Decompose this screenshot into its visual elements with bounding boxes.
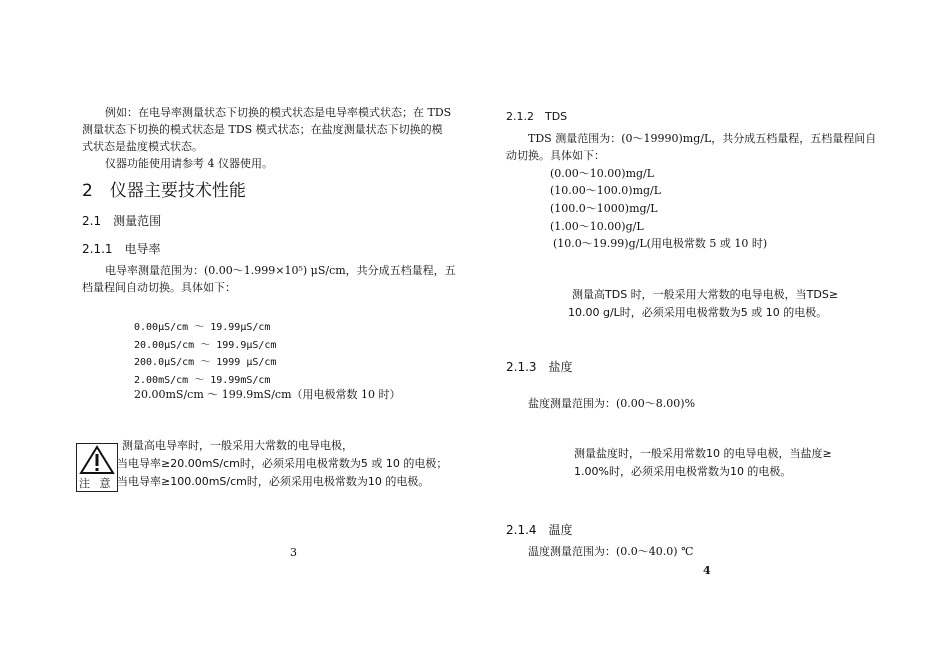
intro-line-1: 例如：在电导率测量状态下切换的模式状态是电导率模式状态；在 TDS bbox=[105, 106, 452, 119]
tds-text-line-1: TDS 测量范围为：(0～19990)mg/L，共分成五档量程，五档量程间自 bbox=[528, 132, 877, 145]
cond-text-line-1: 电导率测量范围为：(0.00～1.999×10⁵) μS/cm，共分成五档量程，五 bbox=[105, 264, 456, 277]
tds-range-3: (100.0～1000)mg/L bbox=[550, 202, 658, 215]
warning-line-3: 当电导率≥100.00mS/cm时，必须采用电极常数为10 的电极。 bbox=[117, 475, 430, 488]
cond-range-3: 200.0μS/cm ～ 1999 μS/cm bbox=[134, 357, 277, 368]
page-number-right: 4 bbox=[703, 564, 711, 577]
cond-range-5: 20.00mS/cm ～ 199.9mS/cm（用电极常数 10 时） bbox=[134, 388, 401, 401]
cond-text-line-2: 档量程间自动切换。具体如下： bbox=[82, 281, 236, 294]
warning-line-1: 测量高电导率时，一般采用大常数的电导电极， bbox=[122, 439, 353, 452]
tds-note-line-1: 测量高TDS 时，一般采用大常数的电导电极，当TDS≥ bbox=[572, 288, 839, 301]
section-2-1-4-heading: 2.1.4 温度 bbox=[506, 523, 573, 537]
tds-text-line-2: 动切换。具体如下： bbox=[506, 149, 605, 162]
temperature-text: 温度测量范围为：(0.0～40.0) ℃ bbox=[528, 545, 694, 558]
salinity-note-line-1: 测量盐度时，一般采用常数10 的电导电极，当盐度≥ bbox=[574, 447, 832, 460]
warning-label: 注 意 bbox=[79, 477, 114, 490]
cond-range-4: 2.00mS/cm ～ 19.99mS/cm bbox=[134, 375, 271, 386]
section-2-heading: 2 仪器主要技术性能 bbox=[82, 181, 246, 201]
tds-note-line-2: 10.00 g/L时，必须采用电极常数为5 或 10 的电极。 bbox=[568, 306, 828, 319]
cond-range-1: 0.00μS/cm ～ 19.99μS/cm bbox=[134, 322, 271, 333]
intro-line-2: 测量状态下切换的模式状态是 TDS 模式状态；在盐度测量状态下切换的模 bbox=[82, 123, 443, 136]
warning-box bbox=[76, 443, 118, 492]
section-2-1-heading: 2.1 测量范围 bbox=[82, 214, 162, 228]
tds-range-2: (10.00～100.0)mg/L bbox=[550, 184, 662, 197]
warning-triangle-icon bbox=[79, 445, 115, 475]
salinity-note-line-2: 1.00%时，必须采用电极常数为10 的电极。 bbox=[574, 465, 792, 478]
page-number-left: 3 bbox=[290, 546, 297, 559]
section-2-1-1-heading: 2.1.1 电导率 bbox=[82, 242, 161, 256]
intro-ref: 仪器功能使用请参考 4 仪器使用。 bbox=[105, 157, 273, 170]
section-2-1-2-heading: 2.1.2 TDS bbox=[506, 110, 568, 123]
tds-range-1: (0.00～10.00)mg/L bbox=[550, 167, 655, 180]
section-2-1-3-heading: 2.1.3 盐度 bbox=[506, 360, 573, 374]
cond-range-2: 20.00μS/cm ～ 199.9μS/cm bbox=[134, 340, 277, 351]
tds-range-4: (1.00～10.00)g/L bbox=[550, 220, 644, 233]
tds-range-5: (10.0～19.99)g/L(用电极常数 5 或 10 时) bbox=[553, 237, 768, 250]
salinity-text: 盐度测量范围为：(0.00～8.00)% bbox=[528, 397, 696, 410]
warning-line-2: 当电导率≥20.00mS/cm时，必须采用电极常数为5 或 10 的电极； bbox=[117, 457, 448, 470]
intro-line-3: 式状态是盐度模式状态。 bbox=[82, 140, 203, 153]
